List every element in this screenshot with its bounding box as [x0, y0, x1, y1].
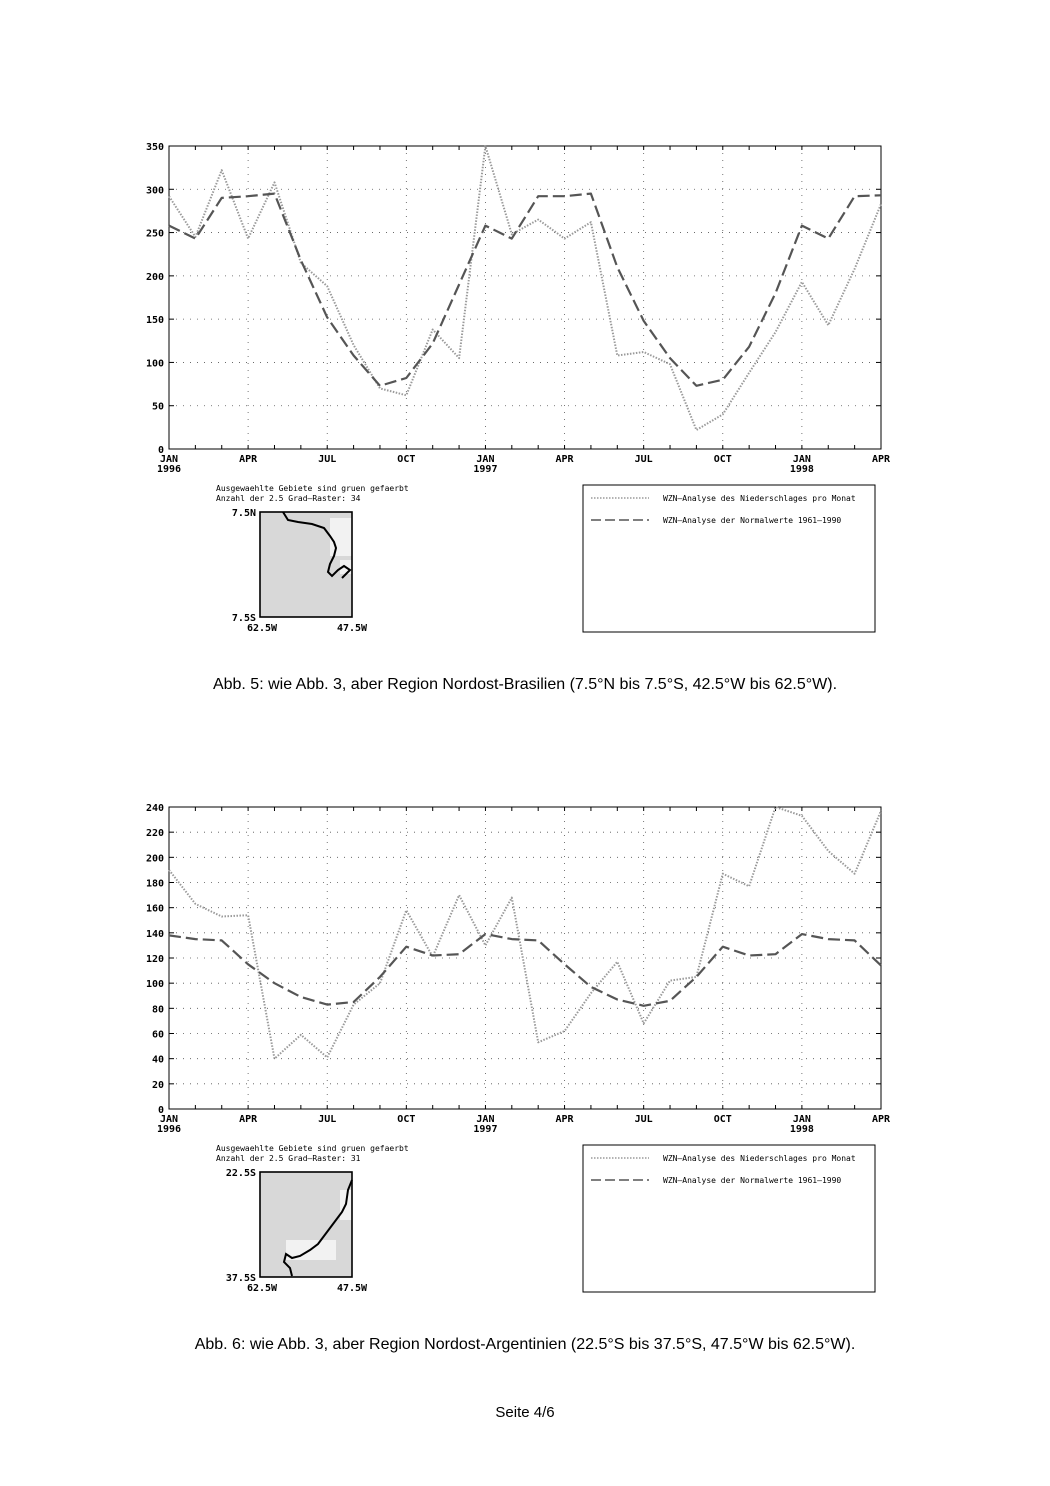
series-line-precipitation	[169, 807, 881, 1059]
map-lon-right-label: 47.5W	[336, 623, 368, 634]
y-tick-label: 150	[145, 315, 164, 327]
x-tick-label: JAN	[159, 454, 179, 465]
x-tick-label: OCT	[713, 1114, 732, 1125]
y-tick-label: 100	[145, 358, 164, 370]
region-note-line1: Ausgewaehlte Gebiete sind gruen gefaerbt	[216, 1144, 409, 1153]
y-tick-label: 60	[151, 1029, 164, 1041]
x-tick-label: JUL	[634, 454, 653, 465]
map-selected-area	[260, 1172, 352, 1277]
x-tick-label: JUL	[318, 454, 337, 465]
y-tick-label: 120	[145, 954, 164, 965]
series-line-normal	[169, 934, 881, 1006]
region-note-line2: Anzahl der 2.5 Grad–Raster: 34	[216, 494, 361, 503]
y-tick-label: 80	[151, 1004, 164, 1016]
x-tick-year-label: 1997	[473, 464, 498, 475]
x-tick-year-label: 1996	[156, 1124, 182, 1135]
legend-box	[583, 1145, 875, 1292]
x-tick-label: JAN	[792, 454, 811, 465]
x-tick-year-label: 1997	[473, 1124, 498, 1135]
y-tick-label: 50	[151, 401, 164, 413]
x-tick-label: APR	[239, 1114, 258, 1125]
x-tick-label: APR	[239, 454, 258, 465]
x-tick-label: JAN	[159, 1114, 179, 1125]
y-tick-label: 160	[145, 903, 164, 915]
plot-area	[146, 803, 891, 1135]
map-lat-bottom-label: 37.5S	[225, 1273, 256, 1284]
x-tick-label: JUL	[634, 1114, 653, 1125]
y-tick-label: 350	[145, 142, 164, 153]
x-tick-label: OCT	[713, 454, 732, 465]
y-tick-label: 140	[145, 928, 164, 940]
region-note-line1: Ausgewaehlte Gebiete sind gruen gefaerbt	[216, 484, 409, 493]
legend-label-precipitation: WZN–Analyse des Niederschlages pro Monat	[663, 1154, 856, 1163]
x-tick-label: APR	[555, 1114, 574, 1125]
y-tick-label: 200	[145, 853, 164, 865]
map-lat-bottom-label: 7.5S	[231, 613, 256, 624]
map-lon-left-label: 62.5W	[246, 1283, 278, 1294]
x-tick-label: JAN	[476, 454, 495, 465]
legend-label-normal: WZN–Analyse der Normalwerte 1961–1990	[663, 516, 842, 525]
legend-label-normal: WZN–Analyse der Normalwerte 1961–1990	[663, 1176, 842, 1185]
x-tick-label: APR	[555, 454, 574, 465]
x-tick-label: JAN	[476, 1114, 495, 1125]
x-tick-label: APR	[871, 454, 891, 465]
map-lat-top-label: 22.5S	[225, 1168, 256, 1179]
y-tick-label: 180	[145, 878, 164, 890]
figure-5-caption: Abb. 5: wie Abb. 3, aber Region Nordost-Brasilien (7.5°N bis 7.5°S, 42.5°W bis 62.5°W).	[212, 676, 838, 693]
map-lon-left-label: 62.5W	[246, 623, 278, 634]
x-tick-label: OCT	[397, 1114, 416, 1125]
x-tick-year-label: 1996	[156, 464, 182, 475]
plot-frame	[169, 807, 881, 1109]
region-inset-map	[226, 1168, 368, 1294]
legend	[583, 1145, 875, 1292]
x-tick-year-label: 1998	[789, 464, 814, 475]
y-tick-label: 20	[151, 1079, 164, 1091]
x-tick-label: JAN	[792, 1114, 811, 1125]
map-lat-top-label: 7.5N	[231, 508, 256, 519]
x-tick-label: APR	[871, 1114, 891, 1125]
y-tick-label: 40	[151, 1054, 164, 1066]
x-tick-label: OCT	[397, 454, 416, 465]
region-note-line2: Anzahl der 2.5 Grad–Raster: 31	[216, 1154, 361, 1163]
y-tick-label: 100	[145, 979, 164, 991]
y-tick-label: 0	[157, 445, 164, 456]
map-lon-right-label: 47.5W	[336, 1283, 368, 1294]
y-tick-label: 250	[145, 228, 164, 240]
y-tick-label: 220	[145, 828, 164, 840]
figure-6-caption: Abb. 6: wie Abb. 3, aber Region Nordost-Argentinien (22.5°S bis 37.5°S, 47.5°W bis 62.5°W).	[194, 1336, 856, 1353]
x-tick-label: JUL	[318, 1114, 337, 1125]
y-tick-label: 0	[157, 1105, 164, 1116]
x-tick-year-label: 1998	[789, 1124, 814, 1135]
y-tick-label: 240	[145, 803, 164, 814]
y-tick-label: 200	[145, 271, 164, 283]
y-tick-label: 300	[145, 185, 164, 197]
legend-label-precipitation: WZN–Analyse des Niederschlages pro Monat	[663, 494, 856, 503]
page-number: Seite 4/6	[495, 1404, 555, 1421]
